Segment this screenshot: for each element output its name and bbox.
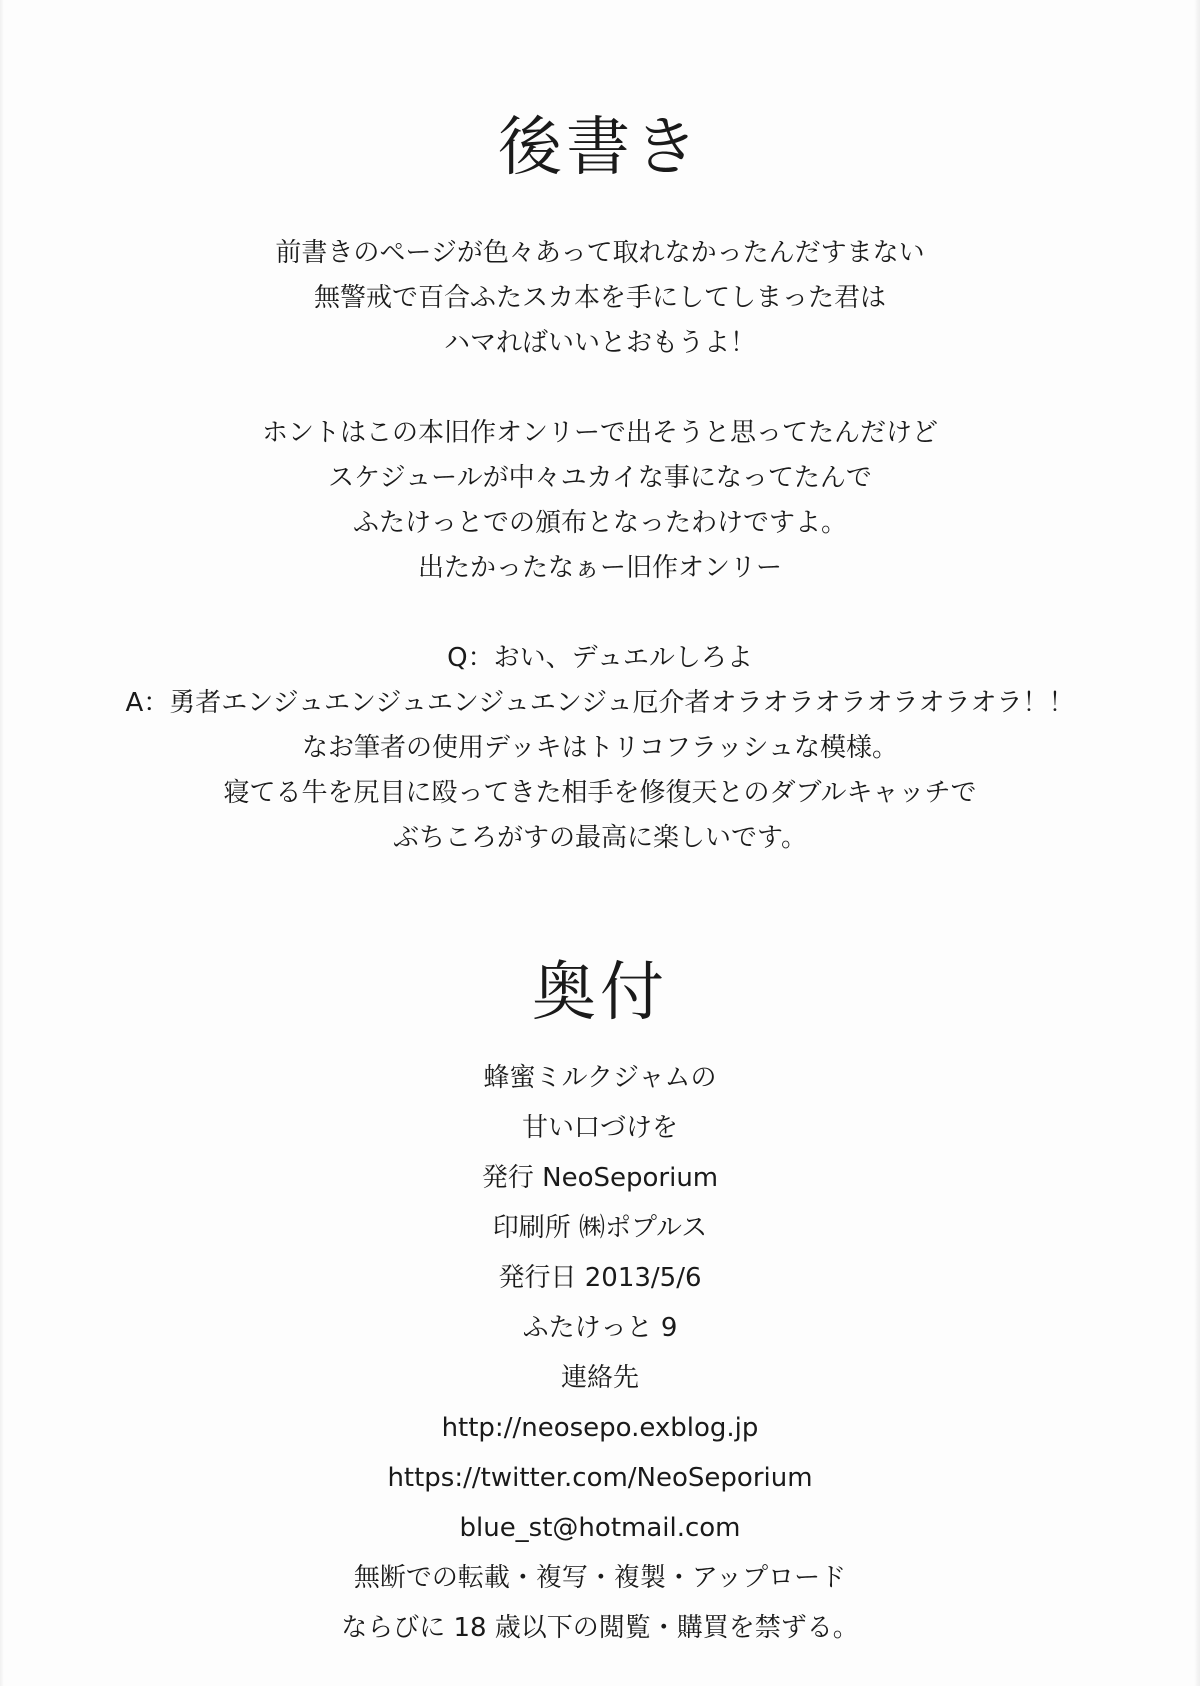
- afterword-line: スケジュールが中々ユカイな事になってたんで: [328, 463, 872, 493]
- afterword-title: 後書き: [498, 111, 702, 185]
- colophon-url: https://twitter.com/NeoSeporium: [387, 1463, 813, 1493]
- colophon-line: 蜂蜜ミルクジャムの: [483, 1063, 717, 1093]
- afterword-line: Q：おい、デュエルしろよ: [447, 643, 753, 673]
- colophon-line: 印刷所 ㈱ポプルス: [492, 1213, 708, 1243]
- colophon-line: 甘い口づけを: [521, 1113, 678, 1143]
- colophon-line: 無断での転載・複写・複製・アップロード: [353, 1563, 847, 1593]
- colophon-line: 連絡先: [560, 1363, 639, 1393]
- colophon-email: blue_st@hotmail.com: [459, 1513, 741, 1543]
- afterword-line: 寝てる牛を尻目に殴ってきた相手を修復天とのダブルキャッチで: [223, 778, 977, 808]
- afterword-line: 無警戒で百合ふたスカ本を手にしてしまった君は: [313, 283, 886, 313]
- colophon-line: ならびに 18 歳以下の閲覧・購買を禁ずる。: [341, 1613, 859, 1643]
- afterword-line: 出たかったなぁー旧作オンリー: [417, 553, 782, 583]
- afterword-line: ふたけっとでの頒布となったわけですよ。: [352, 508, 847, 538]
- afterword-line: ハマればいいとおもうよ！: [443, 328, 756, 358]
- afterword-line: なお筆者の使用デッキはトリコフラッシュな模様。: [302, 733, 898, 763]
- colophon-title: 奥付: [532, 956, 668, 1030]
- afterword-line: A：勇者エンジュエンジュエンジュエンジュ厄介者オラオラオラオラオラオラ！！: [125, 688, 1075, 718]
- colophon-line: 発行日 2013/5/6: [498, 1263, 702, 1293]
- afterword-line: 前書きのページが色々あって取れなかったんだすまない: [275, 238, 925, 268]
- colophon-line: 発行 NeoSeporium: [481, 1163, 719, 1193]
- colophon-url: http://neosepo.exblog.jp: [441, 1413, 759, 1443]
- afterword-line: ホントはこの本旧作オンリーで出そうと思ってたんだけど: [261, 418, 938, 448]
- afterword-line: ぶちころがすの最高に楽しいです。: [393, 823, 807, 853]
- colophon-line: ふたけっと 9: [522, 1313, 678, 1343]
